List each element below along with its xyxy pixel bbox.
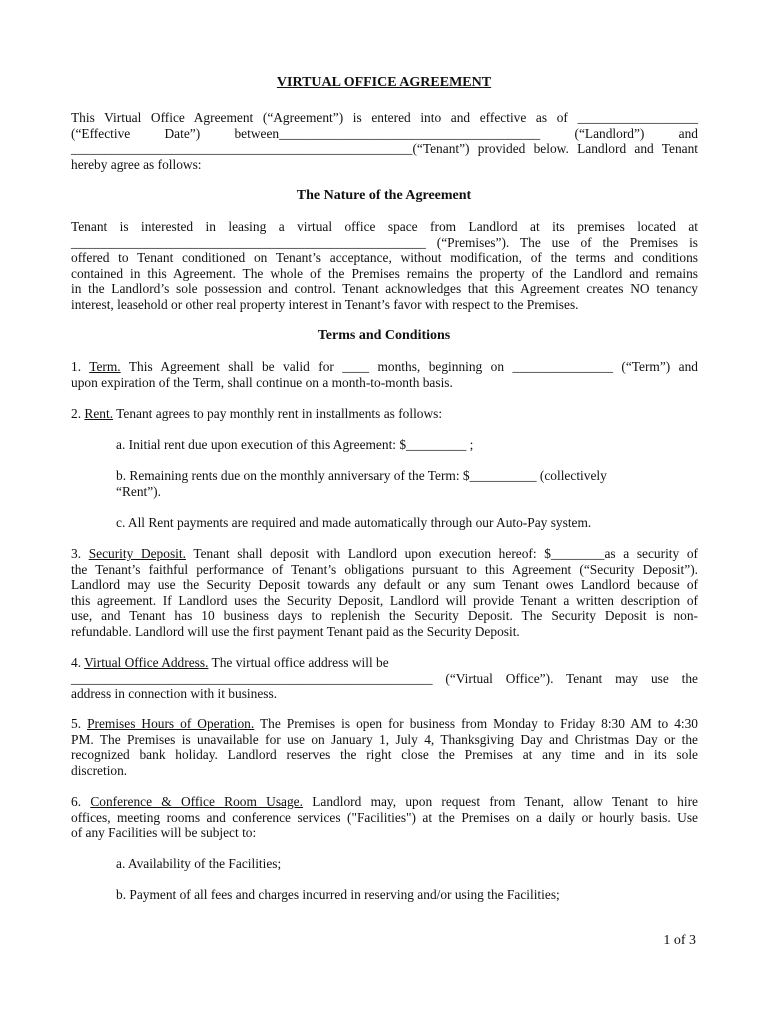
section-line: offices, meeting rooms and conference services ("Facilities") at the Premises on a daily or hourly basis. Use — [71, 809, 698, 825]
section-line — [71, 794, 698, 810]
section-line — [71, 359, 698, 375]
item-line: c. All Rent payments are required and made automatically through our Auto-Pay system. — [116, 515, 592, 530]
section-number: 4. — [71, 655, 82, 670]
section-text: This Agreement shall be valid for ____ months, beginning on _______________ (“Term”) and — [128, 359, 698, 374]
rent-item-b — [116, 468, 676, 499]
intro-line: (“Effective Date”) between_______________________________________ (“Landlord”) and — [71, 125, 698, 141]
section-room-usage — [71, 794, 698, 841]
section-line: this agreement. If Landlord uses the Security Deposit, Landlord will provide Tenant a written description of — [71, 592, 698, 608]
item-line: a. Availability of the Facilities; — [116, 856, 282, 871]
section-text: The virtual office address will be — [211, 655, 389, 670]
section-line: the Tenant’s faithful performance of Tenant’s obligations pursuant to this Agreement (“Security Deposit”). — [71, 561, 698, 577]
item-line: b. Remaining rents due on the monthly anniversary of the Term: $__________ (collectively — [116, 468, 607, 483]
terms-heading: Terms and Conditions — [317, 328, 451, 343]
section-number: 2. — [71, 406, 82, 421]
section-text: Landlord may, upon request from Tenant, allow Tenant to hire — [312, 794, 698, 809]
section-number: 1. — [71, 359, 82, 374]
rent-item-c — [116, 515, 676, 531]
nature-line: contained in this Agreement. The whole of the Premises remains the property of the Landlord and remains — [71, 265, 698, 281]
rent-item-a — [116, 437, 676, 453]
nature-line: Tenant is interested in leasing a virtual office space from Landlord at its premises located at — [71, 219, 698, 234]
intro-paragraph — [71, 110, 698, 172]
section-line — [71, 406, 698, 422]
section-number: 5. — [71, 716, 82, 731]
item-line: b. Payment of all fees and charges incurred in reserving and/or using the Facilities; — [116, 887, 560, 902]
section-hours-of-operation — [71, 716, 698, 778]
section-term — [71, 359, 698, 390]
section-line: address in connection with it business. — [71, 686, 278, 702]
section-line: upon expiration of the Term, shall continue on a month-to-month basis. — [71, 374, 453, 390]
section-line: Landlord may use the Security Deposit towards any default or any sum Tenant owes Landlord because of — [71, 577, 698, 593]
nature-heading: The Nature of the Agreement — [296, 188, 472, 203]
item-line: a. Initial rent due upon execution of this Agreement: $_________ ; — [116, 437, 474, 452]
nature-line: interest, leasehold or other real property interest in Tenant’s favor with respect to the Premises. — [71, 296, 579, 312]
section-line: ______________________________________________________ (“Virtual Office”). Tenant may use the — [71, 670, 698, 686]
section-line: recognized bank holiday. Landlord reserves the right close the Premises at any time and in its sole — [71, 747, 698, 763]
section-title: Rent. — [84, 406, 114, 421]
room-usage-item-a — [116, 856, 676, 872]
section-title: Conference & Office Room Usage. — [90, 794, 303, 809]
section-number: 3. — [71, 546, 82, 561]
section-line: refundable. Landlord will use the first payment Tenant paid as the Security Deposit. — [71, 623, 520, 639]
section-line: discretion. — [71, 762, 128, 778]
section-text: Tenant agrees to pay monthly rent in installments as follows: — [116, 406, 443, 421]
intro-line: This Virtual Office Agreement (“Agreement”) is entered into and effective as of __________________ — [71, 110, 698, 125]
nature-line: in the Landlord’s sole possession and control. Tenant acknowledges that this Agreement creates NO tenancy — [71, 281, 698, 297]
document-title: VIRTUAL OFFICE AGREEMENT — [276, 75, 492, 90]
section-line — [71, 655, 698, 671]
intro-line: hereby agree as follows: — [71, 156, 202, 172]
nature-line: _____________________________________________________ (“Premises”). The use of the Premises is — [71, 234, 698, 250]
section-virtual-office-address — [71, 655, 698, 702]
section-line: PM. The Premises is unavailable for use on January 1, July 4, Thanksgiving Day and Christmas Day or the — [71, 731, 698, 747]
section-line — [71, 546, 698, 562]
section-title: Term. — [89, 359, 121, 374]
section-title: Security Deposit. — [88, 546, 186, 561]
nature-line: offered to Tenant conditioned on Tenant’s acceptance, without modification, of the terms and conditions — [71, 250, 698, 266]
section-title: Virtual Office Address. — [84, 655, 209, 670]
room-usage-item-b — [116, 887, 676, 903]
section-rent — [71, 406, 698, 422]
item-line: “Rent”). — [116, 483, 161, 499]
page-number: 1 of 3 — [663, 933, 696, 948]
section-number: 6. — [71, 794, 82, 809]
section-security-deposit — [71, 546, 698, 640]
section-title: Premises Hours of Operation. — [87, 716, 255, 731]
intro-line: ___________________________________________________(“Tenant”) provided below. Landlord and Tenant — [71, 141, 698, 157]
section-text: The Premises is open for business from Monday to Friday 8:30 AM to 4:30 — [259, 716, 699, 731]
section-line — [71, 716, 698, 732]
section-line: of any Facilities will be subject to: — [71, 825, 257, 841]
nature-paragraph — [71, 219, 698, 313]
section-text: Tenant shall deposit with Landlord upon execution hereof: $________as a security of — [193, 546, 699, 561]
section-line: use, and Tenant has 10 business days to replenish the Security Deposit. The Security Deposit is non- — [71, 608, 698, 624]
